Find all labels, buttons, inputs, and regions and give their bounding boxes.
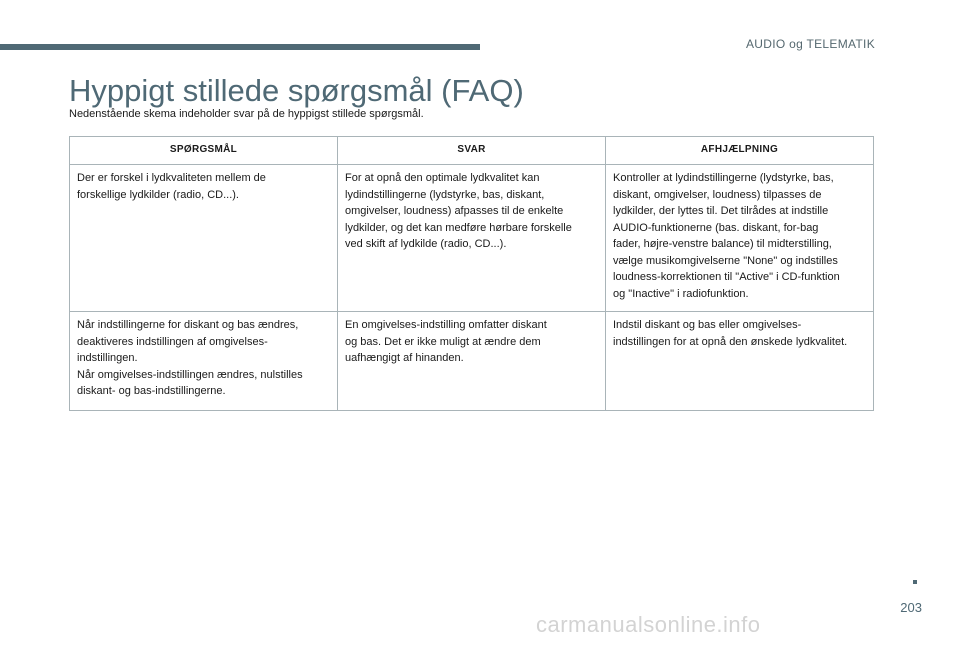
watermark: carmanualsonline.info — [536, 612, 761, 637]
page-number: 203 — [900, 600, 922, 615]
question-text: Når indstillingerne for diskant og bas ændres, deaktiveres indstillingen af omgivelses- indstillingen. Når omgivelses-indstillingen ændres, nulstilles diskant- og bas-indstillingerne. — [77, 319, 303, 397]
remedy-text: Indstil diskant og bas eller omgivelses- indstillingen for at opnå den ønskede lydkvalitet. — [613, 319, 848, 348]
question-cell — [70, 165, 338, 312]
column-header-answer: SVAR — [338, 137, 606, 165]
remedy-cell — [606, 165, 874, 312]
answer-cell — [338, 165, 606, 312]
table-row — [70, 312, 874, 411]
column-header-question: SPØRGSMÅL — [70, 137, 338, 165]
page-title: Hyppigt stillede spørgsmål (FAQ) — [69, 73, 524, 108]
faq-table — [69, 136, 874, 411]
intro-text: Nedenstående skema indeholder svar på de hyppigst stillede spørgsmål. — [69, 108, 424, 120]
page-marker-dot — [913, 580, 917, 584]
remedy-cell — [606, 312, 874, 411]
remedy-text: Kontroller at lydindstillingerne (lydstyrke, bas, diskant, omgivelser, loudness) tilpasses de lydkilder, der lyttes til. Det tilrådes at indstille AUDIO-funktionerne (bas. diskant, for-bag fader, højre-venstre balance) til midterstilling, vælge musikomgivelserne "None" og indstilles loudness-korrektionen til "Active" i CD-funktion og "Inactive" i radiofunktion. — [613, 172, 840, 300]
table-row — [70, 165, 874, 312]
answer-text: For at opnå den optimale lydkvalitet kan lydindstillingerne (lydstyrke, bas, diskant, omgivelser, loudness) afpasses til de enkelte lydkilder, og det kan medføre hørbare forskelle ved skift af lydkilde (radio, CD...). — [345, 172, 572, 250]
section-label: AUDIO og TELEMATIK — [746, 37, 875, 51]
header-accent-bar — [0, 44, 480, 50]
column-header-remedy: AFHJÆLPNING — [606, 137, 874, 165]
answer-text: En omgivelses-indstilling omfatter diskant og bas. Det er ikke muligt at ændre dem uafhængigt af hinanden. — [345, 319, 547, 364]
table-header-row — [70, 137, 874, 165]
question-cell — [70, 312, 338, 411]
answer-cell — [338, 312, 606, 411]
question-text: Der er forskel i lydkvaliteten mellem de forskellige lydkilder (radio, CD...). — [77, 172, 266, 201]
